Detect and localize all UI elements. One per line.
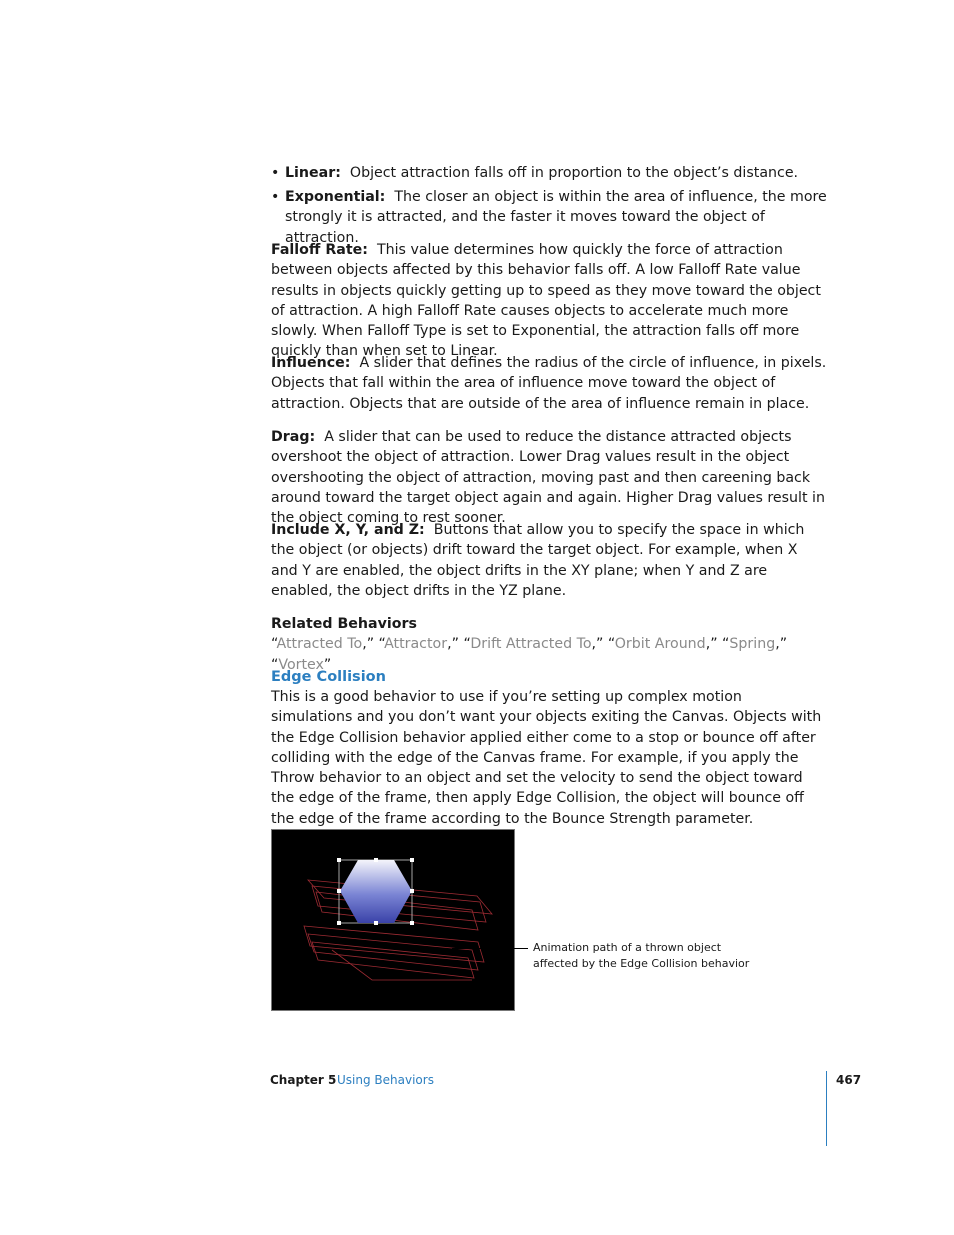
bullet-linear (271, 163, 827, 183)
related-heading: Related Behaviors (271, 616, 417, 632)
param-text: Buttons that allow you to specify the space in which the object (or objects) drift toward the target object. For example, when X and Y are enabled, the object drifts in the XY plane; when Y and Z are enabled, the object drifts in the YZ plane. (271, 522, 805, 599)
param-text: A slider that can be used to reduce the distance attracted objects overshoot the object of attraction. Lower Drag values result in the object overshooting the object of attraction, moving past and then careening back around toward the target object again and again. Higher Drag values result in the object coming to rest sooner. (271, 429, 825, 527)
link-orbit-around[interactable]: Orbit Around (614, 636, 706, 653)
param-falloff-rate (271, 240, 827, 362)
callout-line (452, 948, 528, 949)
param-include-xyz (271, 520, 827, 601)
page-number: 467 (836, 1073, 862, 1087)
link-attracted-to[interactable]: Attracted To (276, 636, 363, 653)
edge-collision-figure (271, 829, 515, 1011)
footer-chapter-title[interactable]: Using Behaviors (337, 1073, 434, 1087)
param-term: Falloff Rate: (271, 242, 368, 258)
link-attractor[interactable]: Attractor (384, 636, 448, 653)
link-spring[interactable]: Spring (729, 636, 776, 653)
related-links: “Attracted To,” “Attractor,” “Drift Attracted To,” “Orbit Around,” “Spring,” “Vortex” (271, 636, 788, 673)
link-drift-attracted-to[interactable]: Drift Attracted To (470, 636, 592, 653)
bullet-text: Object attraction falls off in proportion to the object’s distance. (349, 165, 799, 181)
bullet-term: Exponential: (285, 189, 386, 205)
param-drag (271, 427, 827, 528)
param-term: Include X, Y, and Z: (271, 522, 425, 538)
param-term: Drag: (271, 429, 316, 445)
param-text: This value determines how quickly the force of attraction between objects affected by this behavior falls off. A low Falloff Rate value results in objects quickly getting up to speed as they move toward the object of attraction. A high Falloff Rate causes objects to accelerate much more slowly. When Falloff Type is set to Exponential, the attraction falls off more quickly than when set to Linear. (271, 242, 821, 360)
callout-line-1: Animation path of a thrown object (533, 941, 722, 954)
bullet-exponential (271, 187, 827, 248)
param-term: Influence: (271, 355, 351, 371)
footer-chapter: Chapter 5 (270, 1073, 337, 1087)
param-text: A slider that defines the radius of the circle of influence, in pixels. Objects that fall within the area of influence move toward the object of attraction. Objects that are outside of the area of influence remain in place. (271, 355, 827, 412)
bullet-dot: • (271, 165, 280, 181)
figure-illustration (272, 830, 514, 1010)
bullet-dot: • (271, 189, 280, 205)
param-influence (271, 353, 827, 414)
figure-callout (533, 940, 793, 971)
related-behaviors (271, 614, 827, 675)
section-edge-collision (271, 667, 827, 829)
footer-rule (826, 1071, 827, 1146)
section-body: This is a good behavior to use if you’re setting up complex motion simulations and you don’t want your objects exiting the Canvas. Objects with the Edge Collision behavior applied either come to a stop or bounce off after colliding with the edge of the Canvas frame. For example, if you apply the Throw behavior to an object and set the velocity to send the object toward the edge of the frame, then apply Edge Collision, the object will bounce off the edge of the frame according to the Bounce Strength parameter. (271, 689, 822, 827)
callout-line-2: affected by the Edge Collision behavior (533, 956, 750, 970)
bullet-term: Linear: (285, 165, 341, 181)
link-vortex[interactable]: Vortex (278, 656, 324, 673)
section-title: Edge Collision (271, 669, 386, 685)
bullet-text: The closer an object is within the area of influence, the more strongly it is attracted, and the faster it moves toward the object of attraction. (285, 189, 827, 246)
